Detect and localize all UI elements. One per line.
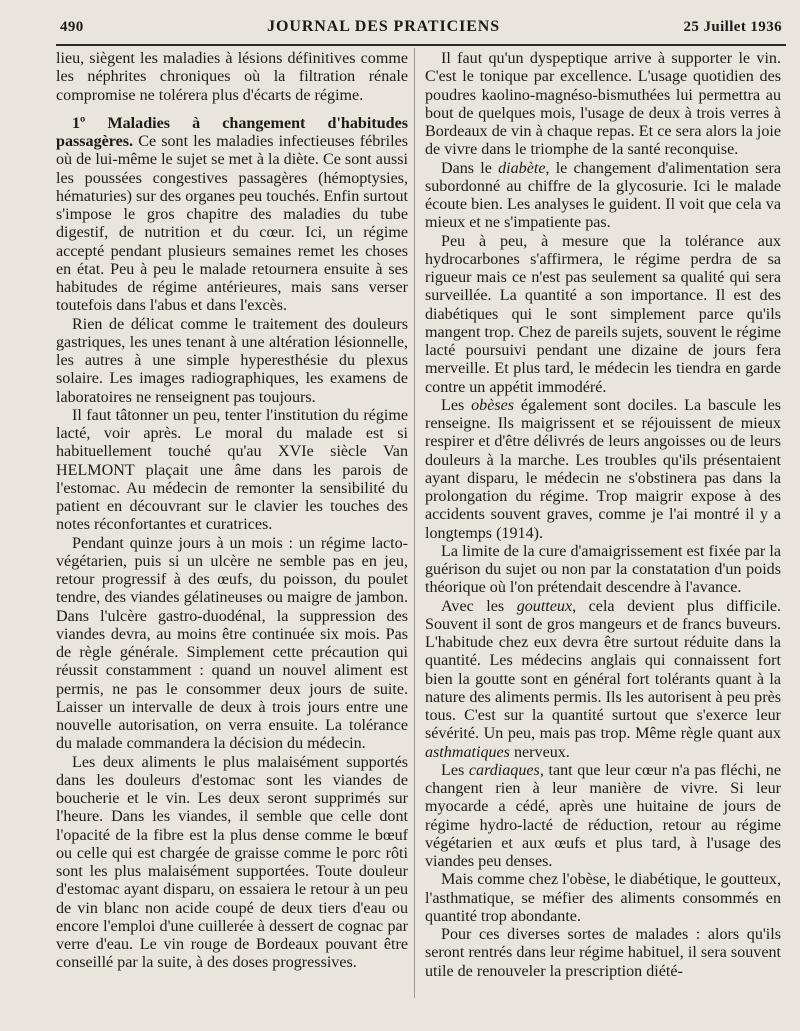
emphasis: cardiaques [468,761,540,779]
section-paragraph [56,115,408,316]
left-column [56,50,408,973]
paragraph: Peu à peu, à mesure que la tolérance aux hydrocarbones s'affirmera, le régime perdra de sa rigueur mais ce n'est pas seulement sa qualité qui sera surveillée. La quantité a son importance. Il est des diabétiques qui le sont simplement parce qu'ils mangent trop. Chez de pareils sujets, souvent le régime lacté poursuivi pendant une dizaine de jours fera merveille. Et plus tard, le médecin les tiendra en garde contre un appétit immodéré. [425,232,781,396]
paragraph: Pour ces diverses sortes de malades : alors qu'ils seront rentrés dans leur régime habituel, il sera souvent utile de renouveler la prescription diété- [425,926,781,980]
issue-date: 25 Juillet 1936 [683,18,782,35]
paragraph: Les deux aliments le plus malaisément supportés dans les douleurs d'estomac sont les viandes de boucherie et le vin. Les deux seront supprimés sur l'heure. Dans les viandes, il semble que celle dont l'opacité de la fibre est la plus dense comme le bœuf ou celle qui est chargée de graisse comme le porc rôti sont les plus malaisément supportées. Toute douleur d'estomac ayant disparu, on essaiera le retour à un peu de vin blanc non acide coupé de deux tiers d'eau ou encore l'emploi d'une cuillerée à dessert de cognac par verre d'eau. Le vin rouge de Bordeaux pouvant être conseillé par la suite, à des doses progressives. [56,753,408,972]
emphasis: asthmatiques [425,743,510,761]
paragraph: Il faut qu'un dyspeptique arrive à supporter le vin. C'est le tonique par excellence. L'usage quotidien des poudres kaolino-magnéso-bismuthées lui permettra au bout de quelques mois, l'usage de deux à trois verres à Bordeaux de vin à chaque repas. Et ce sera alors la joie de vivre dans le triomphe de la santé reconquise. [425,50,781,159]
paragraph: Mais comme chez l'obèse, le diabétique, le goutteux, l'asthmatique, se méfier des aliments consommés en quantité trop abondante. [425,871,781,925]
column-divider [414,48,415,998]
paragraph: Pendant quinze jours à un mois : un régime lacto-végétarien, puis si un ulcère ne semble pas en jeu, retour progressif à des œufs, du poisson, du poulet tendre, des viandes gélatineuses ou maigre de jambon. Dans l'ulcère gastro-duodénal, la suppression des viandes devra, au moins être continuée six mois. Pas de règle générale. Simplement cette précaution qui réussit constamment : quand un nouvel aliment est permis, ne pas le consommer deux jours de suite. Laisser un intervalle de deux à trois jours entre une nouvelle autorisation, on verra ensuite. La tolérance du malade commandera la décision du médecin. [56,534,408,753]
running-header [60,14,782,40]
journal-title: JOURNAL DES PRATICIENS [267,18,501,35]
paragraph: Les obèses également sont dociles. La bascule les renseigne. Ils maigrissent et se réjouissent de mieux respirer et d'être délivrés de leurs angoisses ou de leurs douleurs à la marche. Les troubles qu'ils présentaient ayant disparu, le médecin ne s'obstinera pas dans la prolongation du régime. Trop maigrir expose à des accidents souvent graves, comme je l'ai montré il y a longtemps (1914). [425,396,781,542]
page-number: 490 [60,18,84,35]
paragraph: Il faut tâtonner un peu, tenter l'institution du régime lacté, voir après. Le moral du malade est si habituellement touché qu'au XVIe siècle Van HELMONT plaçait une âme dans les parois de l'estomac. Au médecin de remonter la sensibilité du patient en découvrant sur le clavier les touches des notes réconfortantes et curatrices. [56,406,408,534]
header-rule [56,44,786,46]
paragraph: Rien de délicat comme le traitement des douleurs gastriques, les unes tenant à une altération lésionnelle, les autres à une simple hyperesthésie du plexus solaire. Les images radiographiques, les examens de laboratoires ne renseignent pas toujours. [56,315,408,406]
paragraph-text: Ce sont les maladies infectieuses fébriles où de lui-même le sujet se met à la diète. Ce sont aussi les poussées congestives passagères (hémoptysies, hématuries) sur des organes peu touchés. Enfin surtout s'impose le gros chapitre des maladies du tube digestif, de nutrition et du cœur. Ici, un régime accepté pendant plusieurs semaines remet les choses en état. Peu à peu le malade retournera ensuite à ses habitudes de régime antérieures, mais sans verser toutefois dans l'abus et dans l'excès. [56,133,408,315]
emphasis: diabète [498,159,546,177]
right-column [425,50,781,981]
emphasis: goutteux [516,597,573,615]
emphasis: obèses [471,396,515,414]
section-heading: 1º Maladies à changement d'habitudes passagères. [56,114,408,150]
paragraph: Les cardiaques, tant que leur cœur n'a pas fléchi, ne changent rien à leur manière de vivre. Si leur myocarde a cédé, après une huitaine de jours de régime hydro-lacté de réduction, retour au régime végétarien et aux œufs et plus tard, à l'usage des viandes peu denses. [425,761,781,870]
paragraph: Dans le diabète, le changement d'alimentation sera subordonné au chiffre de la glycosurie. Ici le malade écoute bien. Les analyses le guident. Il voit que cela va mieux et ne s'impatiente pas. [425,159,781,232]
paragraph: Avec les goutteux, cela devient plus difficile. Souvent il sont de gros mangeurs et de francs buveurs. L'habitude chez eux devra être surtout réduite dans la quantité. Les médecins anglais qui connaissent fort bien la goutte sont en général fort tolérants quant à la nature des aliments permis. Ils les autorisent à peu près tous. C'est sur la quantité surtout que s'exerce leur sévérité. Un peu, mais pas trop. Même règle quant aux asthmatiques nerveux. [425,597,781,761]
paragraph: lieu, siègent les maladies à lésions définitives comme les néphrites chroniques où la filtration rénale compromise ne tolérera plus d'écarts de régime. [56,50,408,104]
paragraph: La limite de la cure d'amaigrissement est fixée par la guérison du sujet ou non par la constatation d'un poids théorique où l'on prétendait descendre à l'avance. [425,542,781,597]
